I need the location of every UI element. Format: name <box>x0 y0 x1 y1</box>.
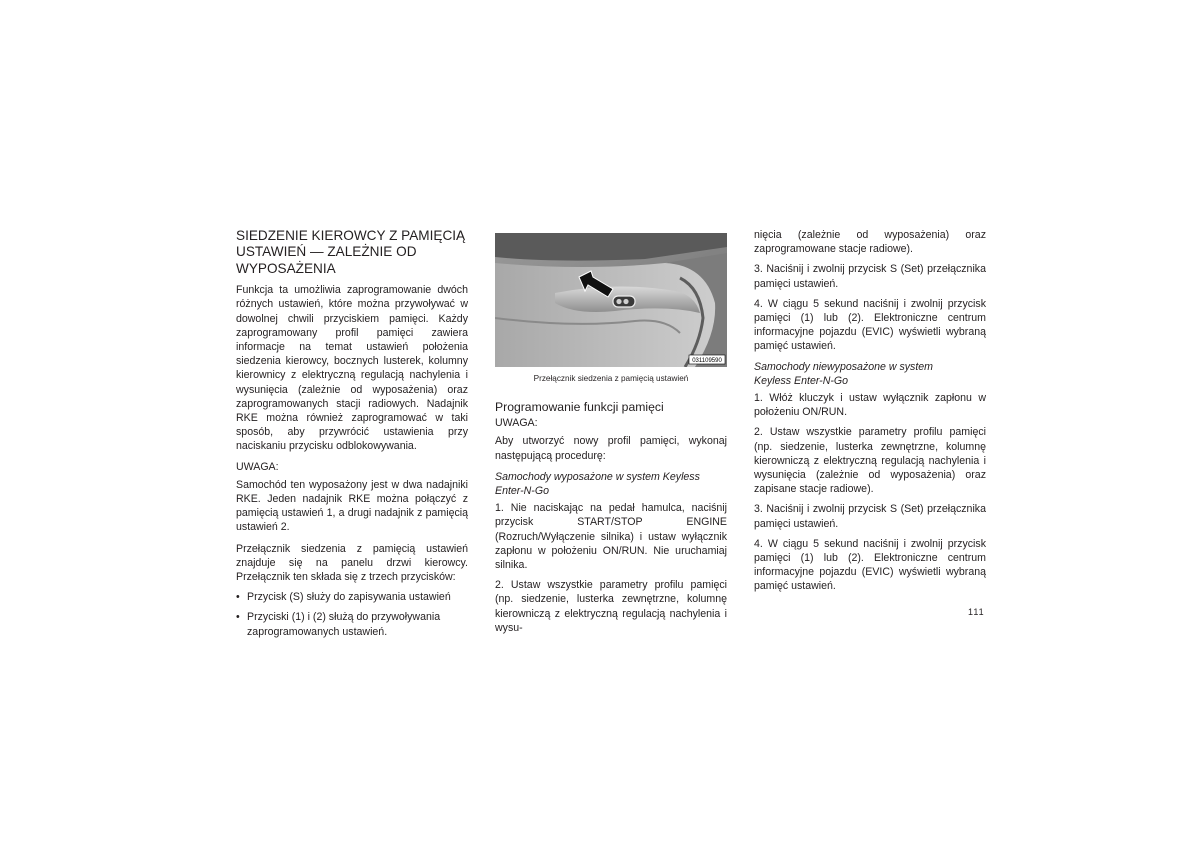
middle-column <box>495 228 727 641</box>
step-3: 3. Naciśnij i zwolnij przycisk S (Set) przełącznika pamięci ustawień. <box>754 263 986 290</box>
b-step-2: 2. Ustaw wszystkie parametry profilu pamięci (np. siedzenie, lusterka zewnętrzne, kolumnę kierowniczą z elektryczną regulacją nachylenia i wysunięcia (zależnie od wyposażenia) oraz zapisane stacje radiowe). <box>754 426 986 496</box>
step-1: 1. Nie naciskając na pedał hamulca, naciśnij przycisk START/STOP ENGINE (Rozruch/Wyłączenie silnika) i ustaw wyłącznik zapłonu w położeniu ON/RUN. Nie uruchamiaj silnika. <box>495 502 727 572</box>
note-heading: UWAGA: <box>236 460 279 473</box>
left-column <box>236 228 468 645</box>
door-panel-figure <box>495 233 727 367</box>
right-column <box>754 228 986 600</box>
no-keyless-heading-line-1: Samochody niewyposażone w system <box>754 360 934 373</box>
step-2-continued: nięcia (zależnie od wyposażenia) oraz zaprogramowane stacje radiowe). <box>754 229 986 256</box>
section-title <box>236 228 468 277</box>
section-title-line-2: USTAWIEŃ — ZALEŻNIE OD <box>236 244 417 260</box>
no-keyless-heading-line-2: Keyless Enter-N-Go <box>754 374 849 387</box>
no-keyless-heading <box>754 360 986 388</box>
figure-caption: Przełącznik siedzenia z pamięcią ustawień <box>533 374 689 383</box>
note-text: Samochód ten wyposażony jest w dwa nadajniki RKE. Jeden nadajnik RKE można połączyć z pamięcią ustawień 1, a drugi nadajnik z pamięcią ustawień 2. <box>236 478 468 534</box>
note-text: Aby utworzyć nowy profil pamięci, wykonaj następującą procedurę: <box>495 435 727 462</box>
section-title-line-1: SIEDZENIE KIEROWCY Z PAMIĘCIĄ <box>236 228 466 243</box>
step-2: 2. Ustaw wszystkie parametry profilu pamięci (np. siedzenie, lusterka zewnętrzne, kolumnę kierowniczą z elektryczną regulacją nachylenia i wysu- <box>495 579 727 634</box>
figure-code: 031109590 <box>692 358 722 364</box>
intro-paragraph: Funkcja ta umożliwia zaprogramowanie dwóch różnych ustawień, które można przywoływać w dowolnej chwili przyciskiem pamięci. Każdy zaprogramowany profil pamięci zawiera informacje na temat ustawień położenia siedzenia kierowcy, bocznych lusterek, kolumny kierownicy z elektryczną regulacją nachylenia i wysunięcia (zależnie od wyposażenia) oraz zaprogramowanych stacji radiowych. Nadajnik RKE można również zaprogramować w taki sposób, aby przywrócić ustawienia przy naciskaniu przycisku odblokowywania. <box>236 284 468 453</box>
button-list <box>236 590 468 639</box>
door-panel-photo <box>495 233 727 367</box>
list-item: • Przycisk (S) służy do zapisywania ustawień <box>236 590 468 604</box>
keyless-heading-line-2: Enter-N-Go <box>495 485 549 498</box>
b-step-3: 3. Naciśnij i zwolnij przycisk S (Set) przełącznika pamięci ustawień. <box>754 503 986 530</box>
list-item: • Przyciski (1) i (2) służą do przywoływania zaprogramowanych ustawień. <box>236 610 468 638</box>
switch-paragraph: Przełącznik siedzenia z pamięcią ustawień znajduje się na panelu drzwi kierowcy. Przełącznik ten składa się z trzech przycisków: <box>236 542 468 584</box>
section-title-line-3: WYPOSAŻENIA <box>236 260 336 276</box>
page-number: 111 <box>968 607 985 617</box>
step-4: 4. W ciągu 5 sekund naciśnij i zwolnij przycisk pamięci (1) lub (2). Elektroniczne centrum informacyjne pojazdu (EVIC) wyświetli wybraną pamięć ustawień. <box>754 297 986 353</box>
b-step-1: 1. Włóż kluczyk i ustaw wyłącznik zapłonu w położeniu ON/RUN. <box>754 392 986 419</box>
note-heading: UWAGA: <box>495 417 538 430</box>
keyless-heading <box>495 470 727 498</box>
keyless-heading-line-1: Samochody wyposażone w system Keyless <box>495 470 700 483</box>
b-step-4: 4. W ciągu 5 sekund naciśnij i zwolnij przycisk pamięci (1) lub (2). Elektroniczne centrum informacyjne pojazdu (EVIC) wyświetli wybraną pamięć ustawień. <box>754 537 986 593</box>
subsection-title: Programowanie funkcji pamięci <box>495 400 664 415</box>
